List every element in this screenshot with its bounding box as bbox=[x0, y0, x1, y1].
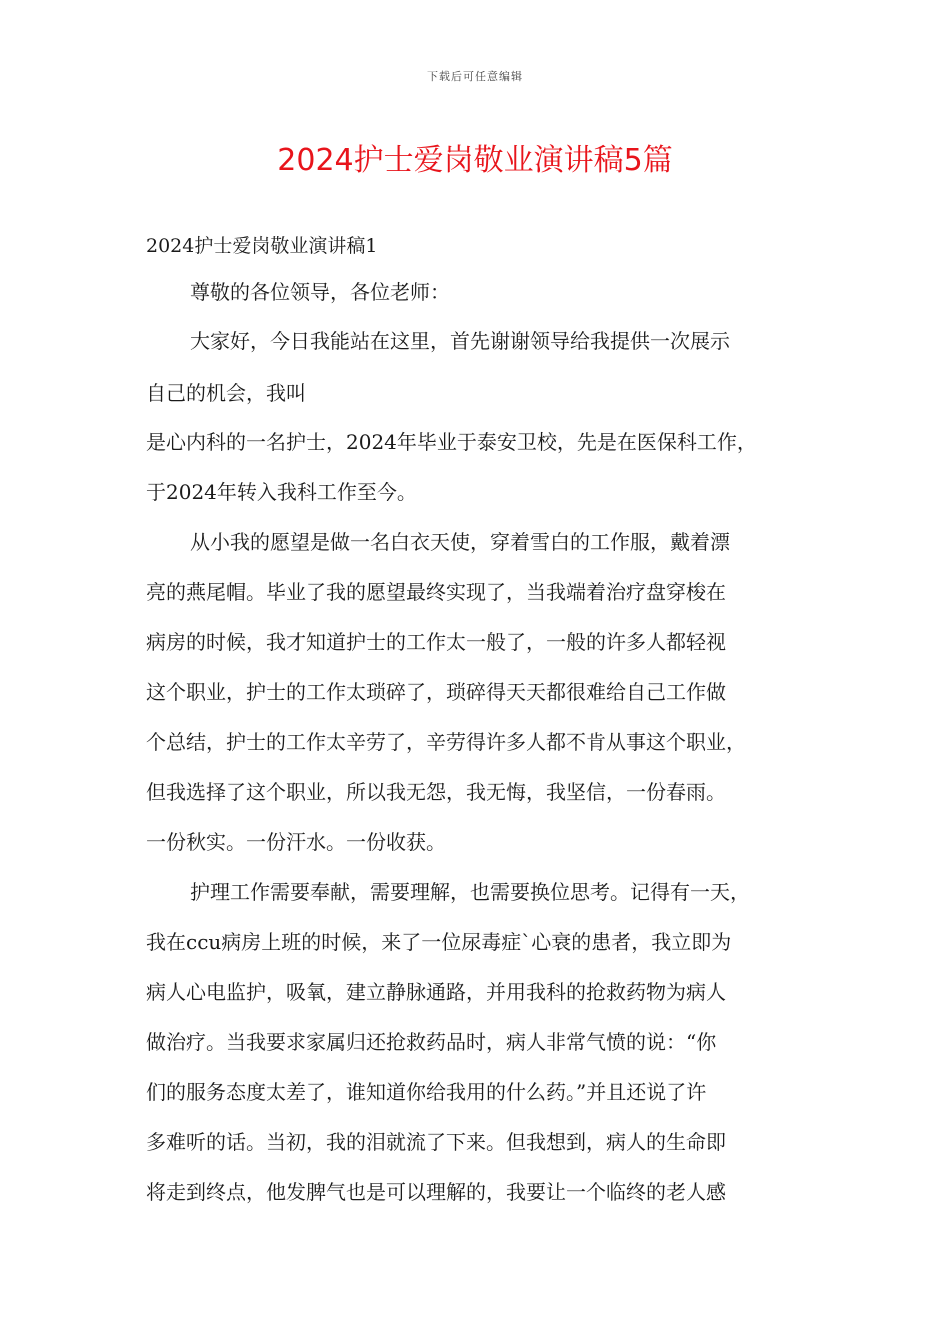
paragraph-line: 从小我的愿望是做一名白衣天使，穿着雪白的工作服，戴着漂 bbox=[190, 530, 730, 554]
paragraph-line: 亮的燕尾帽。毕业了我的愿望最终实现了，当我端着治疗盘穿梭在 bbox=[146, 580, 726, 604]
paragraph-line: 尊敬的各位领导，各位老师： bbox=[190, 280, 450, 304]
paragraph-line: 护理工作需要奉献，需要理解，也需要换位思考。记得有一天， bbox=[190, 880, 750, 904]
document-title: 2024护士爱岗敬业演讲稿5篇 bbox=[277, 143, 673, 178]
paragraph-line: 大家好，今日我能站在这里，首先谢谢领导给我提供一次展示 bbox=[190, 329, 730, 353]
paragraph-line: 病房的时候，我才知道护士的工作太一般了，一般的许多人都轻视 bbox=[146, 630, 726, 654]
paragraph-line: 于2024年转入我科工作至今。 bbox=[146, 480, 417, 504]
paragraph-line: 多难听的话。当初，我的泪就流了下来。但我想到，病人的生命即 bbox=[146, 1130, 726, 1154]
paragraph-line: 将走到终点，他发脾气也是可以理解的，我要让一个临终的老人感 bbox=[146, 1180, 726, 1204]
paragraph-line: 们的服务态度太差了，谁知道你给我用的什么药。”并且还说了许 bbox=[146, 1080, 707, 1104]
paragraph-line: 个总结，护士的工作太辛劳了，辛劳得许多人都不肯从事这个职业， bbox=[146, 730, 746, 754]
paragraph-line: 是心内科的一名护士，2024年毕业于泰安卫校，先是在医保科工作， bbox=[146, 430, 757, 454]
paragraph-line: 做治疗。当我要求家属归还抢救药品时，病人非常气愤的说：“你 bbox=[146, 1030, 717, 1054]
paragraph-line: 我在ccu病房上班的时候，来了一位尿毒症`心衰的患者，我立即为 bbox=[146, 930, 732, 954]
paragraph-line: 一份秋实。一份汗水。一份收获。 bbox=[146, 830, 446, 854]
paragraph-line: 病人心电监护，吸氧，建立静脉通路，并用我科的抢救药物为病人 bbox=[146, 980, 726, 1004]
paragraph-line: 自己的机会，我叫 bbox=[146, 381, 306, 405]
header-note: 下载后可任意编辑 bbox=[427, 70, 523, 83]
paragraph-line: 这个职业，护士的工作太琐碎了，琐碎得天天都很难给自己工作做 bbox=[146, 680, 726, 704]
section-heading: 2024护士爱岗敬业演讲稿1 bbox=[146, 235, 378, 257]
paragraph-line: 但我选择了这个职业，所以我无怨，我无悔，我坚信，一份春雨。 bbox=[146, 780, 726, 804]
